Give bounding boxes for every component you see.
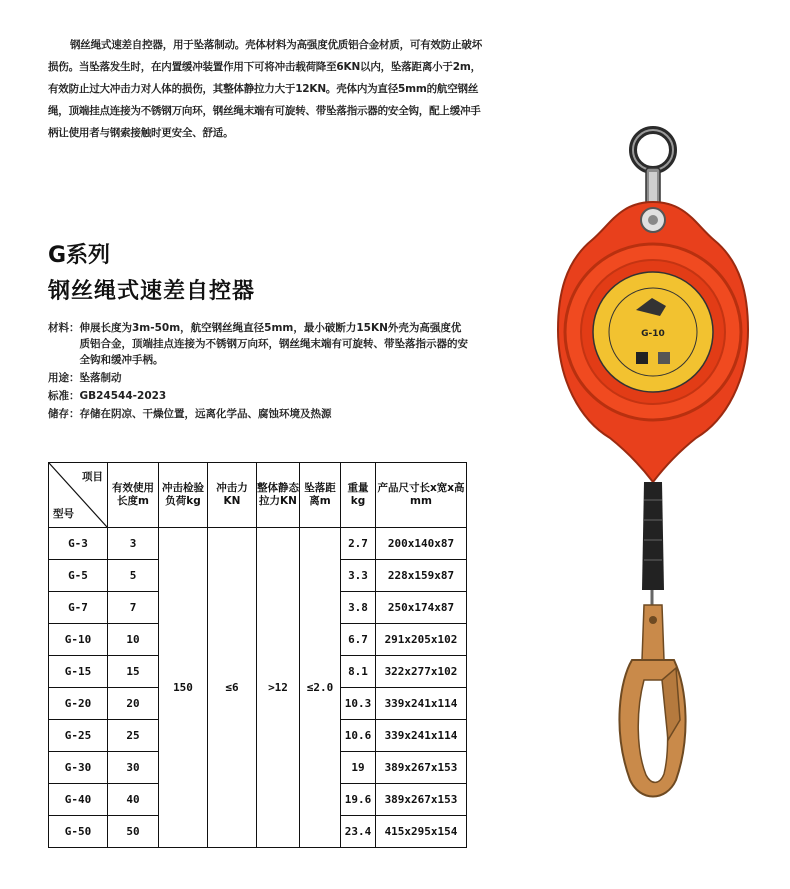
series-title: G系列	[48, 243, 111, 268]
spec-storage: 储存：存储在阴凉、干燥位置，远离化学品、腐蚀环境及热源	[48, 408, 332, 420]
table-corner-cell	[49, 463, 108, 528]
spec-material-text: 伸展长度为3m-50m，航空钢丝绳直径5mm，最小破断力15KN外壳为高强度优质铝合金，顶端挂点连接为不锈钢万向环，钢丝绳末端有可旋转、带坠落指示器的安全钩和缓冲手柄。	[79, 322, 468, 366]
cell-weight: 6.7	[341, 624, 376, 656]
cell-length: 15	[108, 656, 159, 688]
table-body	[49, 528, 467, 848]
spec-table	[48, 462, 467, 848]
header-load: 冲击检验负荷kg	[159, 463, 208, 528]
header-weight: 重量kg	[341, 463, 376, 528]
cell-load: 150	[159, 528, 208, 848]
housing-shape	[558, 202, 748, 482]
spec-material	[48, 320, 468, 368]
cell-weight: 3.3	[341, 560, 376, 592]
header-impact: 冲击力KN	[208, 463, 257, 528]
cell-weight: 10.6	[341, 720, 376, 752]
cell-length: 7	[108, 592, 159, 624]
product-image	[540, 120, 770, 810]
cell-model: G-3	[49, 528, 108, 560]
cell-weight: 8.1	[341, 656, 376, 688]
cell-model: G-15	[49, 656, 108, 688]
header-static: 整体静态拉力KN	[257, 463, 300, 528]
cell-length: 50	[108, 816, 159, 848]
cell-size: 339x241x114	[376, 688, 467, 720]
cell-size: 250x174x87	[376, 592, 467, 624]
cell-size: 389x267x153	[376, 752, 467, 784]
cell-size: 200x140x87	[376, 528, 467, 560]
product-title: 钢丝绳式速差自控器	[48, 279, 256, 304]
cell-length: 20	[108, 688, 159, 720]
cell-weight: 19	[341, 752, 376, 784]
spec-material-label: 材料：	[48, 322, 80, 334]
spec-use: 用途：坠落制动	[48, 372, 122, 384]
cell-static: >12	[257, 528, 300, 848]
header-length: 有效使用长度m	[108, 463, 159, 528]
table-row	[49, 528, 467, 560]
cell-model: G-7	[49, 592, 108, 624]
cell-weight: 2.7	[341, 528, 376, 560]
intro-paragraph: 钢丝绳式速差自控器，用于坠落制动。壳体材料为高强度优质铝合金材质，可有效防止破坏损伤。当坠落发生时，在内置缓冲装置作用下可将冲击载荷降至6KN以内，坠落距离小于2m，有效防止过大冲击力对人体的损伤，其整体静拉力大于12KN。壳体内为直径5mm的航空钢丝绳，顶端挂点连接为不锈钢万向环，钢丝绳末端有可旋转、带坠落指示器的安全钩，配上缓冲手柄让使用者与钢索接触时更安全、舒适。	[48, 39, 482, 139]
cell-length: 30	[108, 752, 159, 784]
cell-weight: 23.4	[341, 816, 376, 848]
cell-length: 25	[108, 720, 159, 752]
cell-length: 3	[108, 528, 159, 560]
cell-weight: 3.8	[341, 592, 376, 624]
cell-size: 291x205x102	[376, 624, 467, 656]
corner-model-label: 型号	[53, 508, 74, 520]
cell-size: 322x277x102	[376, 656, 467, 688]
cell-model: G-20	[49, 688, 108, 720]
header-fall: 坠落距离m	[300, 463, 341, 528]
spec-standard: 标准：GB24544-2023	[48, 390, 167, 402]
table-header-row	[49, 463, 467, 528]
cell-weight: 10.3	[341, 688, 376, 720]
swivel-ring-icon	[633, 130, 673, 210]
cell-model: G-50	[49, 816, 108, 848]
cell-weight: 19.6	[341, 784, 376, 816]
cell-fall: ≤2.0	[300, 528, 341, 848]
cell-size: 389x267x153	[376, 784, 467, 816]
handle-grip	[642, 482, 664, 605]
cell-length: 40	[108, 784, 159, 816]
cell-model: G-5	[49, 560, 108, 592]
spec-list	[48, 320, 468, 424]
cell-model: G-30	[49, 752, 108, 784]
cell-length: 10	[108, 624, 159, 656]
corner-item-label: 项目	[82, 471, 103, 483]
cell-impact: ≤6	[208, 528, 257, 848]
cell-size: 228x159x87	[376, 560, 467, 592]
cell-model: G-25	[49, 720, 108, 752]
header-size: 产品尺寸长x宽x高mm	[376, 463, 467, 528]
snap-hook-icon	[619, 605, 685, 797]
cell-length: 5	[108, 560, 159, 592]
cell-model: G-10	[49, 624, 108, 656]
label-model-text: G-10	[641, 329, 665, 339]
cell-size: 339x241x114	[376, 720, 467, 752]
cell-model: G-40	[49, 784, 108, 816]
cell-size: 415x295x154	[376, 816, 467, 848]
